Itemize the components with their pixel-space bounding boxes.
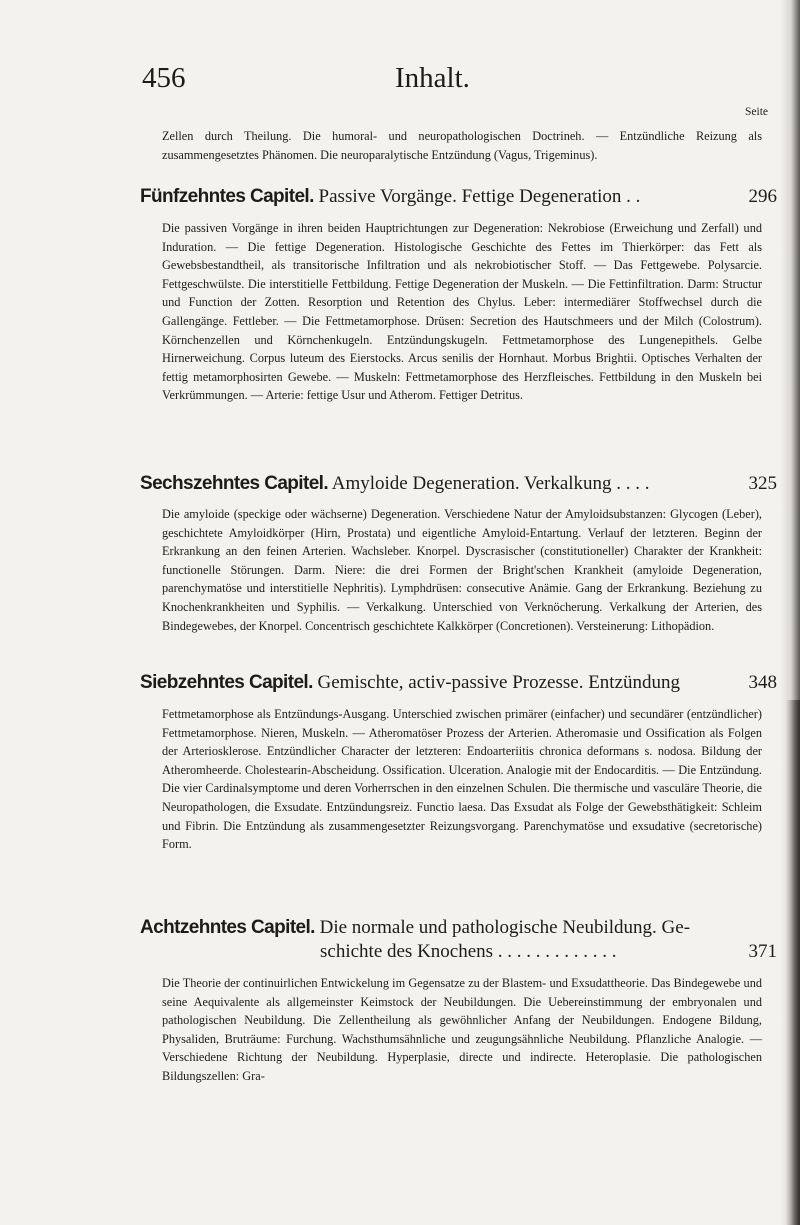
intro-paragraph: Zellen durch Theilung. Die humoral- und neuropathologischen Doctrineh. — Entzündliche Reizung als zusammengesetztes Phänomen. Die neuroparalytische Entzündung (Vagus, Trigeminus). — [162, 129, 762, 162]
chapter-heading-16 — [140, 472, 777, 496]
page-number: 456 — [142, 62, 186, 94]
chapter-page-number: 371 — [748, 941, 777, 962]
chapter-label: Siebzehntes Capitel. — [140, 672, 313, 693]
page-edge-binding — [786, 700, 800, 1225]
chapter-title-continued: schichte des Knochens . . . . . . . . . . . . . — [320, 941, 617, 962]
chapter-page-number: 348 — [748, 672, 777, 693]
chapter-label: Fünfzehntes Capitel. — [140, 186, 314, 207]
chapter-label: Achtzehntes Capitel. — [140, 917, 315, 938]
page-header — [0, 62, 800, 102]
seite-column-label: Seite — [745, 106, 768, 118]
chapter-heading-15 — [140, 185, 777, 209]
chapter-summary-15: Die passiven Vorgänge in ihren beiden Hauptrichtungen zur Degeneration: Nekrobiose (Erweichung und Zerfall) und Induration. — Die fettige Degeneration. Histologische Geschichte des Fettes im Thierkörper: das Fett als Gewebsbestandtheil, als transitorische Infiltration und als nekrobiotischer Stoff. — Das Fettgewebe. Polysarcie. Fettgeschwülste. Die interstitielle Fettbildung. Fettige Degeneration der Muskeln. — Die Fettinfiltration. Darm: Structur und Function der Zotten. Resorption und Retention des Chylus. Leber: intermediärer Stoffwechsel durch die Gallengänge. Fettleber. — Die Fettmetamorphose. Drüsen: Secretion des Hautschmeers und der Milch (Colostrum). Körnchenzellen und Körnchenkugeln. Entzündungskugeln. Fettmetamorphose des Lungenepithels. Gelbe Hirnerweichung. Corpus luteum des Eierstocks. Arcus senilis der Hornhaut. Morbus Brightii. Optisches Verhalten der fettig metamorphosirten Gewebe. — Muskeln: Fettmetamorphose des Herzfleisches. Fettbildung in den Muskeln bei Verkrümmungen. — Arterie: fettige Usur und Atherom. Fettiger Detritus. — [162, 221, 762, 403]
running-title: Inhalt. — [395, 62, 470, 94]
chapter-heading-18 — [140, 916, 777, 964]
chapter-summary-18: Die Theorie der continuirlichen Entwickelung im Gegensatze zu der Blastem- und Exsudattheorie. Das Bindegewebe und seine Aequivalente als allgemeinster Keimstock der Neubildungen. Die Uebereinstimmung der embryonalen und pathologischen Neubildung. Die Zellentheilung als gewöhnlicher Anfang der Neubildungen. Endogene Bildung, Physaliden, Bruträume: Furchung. Wachsthumsähnliche und zeugungsähnliche Neubildung. Pflanzliche Analogie. — Verschiedene Richtung der Neubildung. Hyperplasie, directe und indirecte. Heteroplasie. Die pathologischen Bildungszellen: Gra- — [162, 976, 762, 1083]
chapter-title: Amyloide Degeneration. Verkalkung . . . . — [331, 473, 650, 494]
chapter-summary-17: Fettmetamorphose als Entzündungs-Ausgang. Unterschied zwischen primärer (einfacher) und secundärer (entzündlicher) Fettmetamorphose. Nieren, Muskeln. — Atheromatöser Prozess der Arterien. Atheromasie und Ossification als Folgen der Arteriosklerose. Entzündlicher Character der letzteren: Endoarteriitis chronica deformans s. nodosa. Bildung der Atheromheerde. Cholestearin-Abscheidung. Ossification. Ulceration. Analogie mit der Endocarditis. — Die Entzündung. Die vier Cardinalsymptome und deren Vorherrschen in den einzelnen Schulen. Die thermische und vasculäre Theorie, die Neuropathologen, die Exsudate. Entzündungsreiz. Functio laesa. Das Exsudat als Folge der Gewebsthätigkeit: Schleim und Fibrin. Die Entzündung als zusammengesetzter Reizungsvorgang. Parenchymatöse und exsudative (secretorische) Form. — [162, 707, 762, 852]
chapter-summary-16: Die amyloide (speckige oder wächserne) Degeneration. Verschiedene Natur der Amyloidsubstanzen: Glycogen (Leber), geschichtete Amyloidkörper (Hirn, Prostata) und eigentliche Amyloid-Entartung. Verlauf der letzteren. Beginn der Erkrankung an den feinen Arterien. Wachsleber. Knorpel. Dyscrasischer (constitutioneller) Charakter der Krankheit: functionelle Störungen. Darm. Niere: die drei Formen der Bright'schen Krankheit (amyloide Degeneration, parenchymatöse und interstitielle Nephritis). Lymphdrüsen: consecutive Anämie. Gang der Erkrankung. Beziehung zu Knochenkrankheiten und Syphilis. — Verkalkung. Unterschied von Verknöcherung. Verkalkung der Arterien, des Bindegewebes, der Knorpel. Concentrisch geschichtete Kalkkörper (Concretionen). Versteinerung: Lithopädion. — [162, 507, 762, 633]
chapter-title: Gemischte, activ-passive Prozesse. Entzündung — [317, 672, 681, 693]
chapter-title: Passive Vorgänge. Fettige Degeneration . . — [318, 186, 641, 207]
chapter-title: Die normale und pathologische Neubildung. Ge- — [319, 917, 691, 938]
chapter-label: Sechszehntes Capitel. — [140, 473, 329, 494]
chapter-page-number: 296 — [748, 186, 777, 207]
chapter-heading-17 — [140, 671, 777, 695]
chapter-page-number: 325 — [748, 473, 777, 494]
